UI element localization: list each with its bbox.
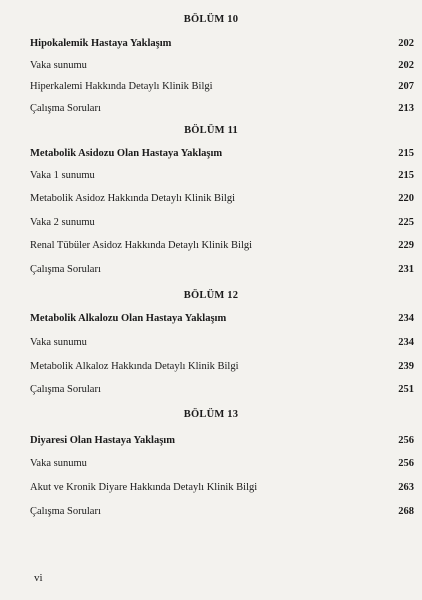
toc-entry: [30, 38, 414, 54]
entry-page-number: 215: [398, 148, 414, 159]
entry-page-number: 220: [398, 193, 414, 204]
entry-page-number: 256: [398, 435, 414, 446]
entry-page-number: 202: [398, 38, 414, 49]
entry-page-number: 225: [398, 217, 414, 228]
chapter-heading: BÖLÜM 13: [183, 409, 239, 420]
toc-entry: [30, 217, 414, 233]
entry-title: Renal Tübüler Asidoz Hakkında Detaylı Klinik Bilgi: [30, 240, 253, 251]
entry-title: Diyaresi Olan Hastaya Yaklaşım: [30, 435, 175, 446]
chapter-heading: BÖLÜM 12: [183, 290, 239, 301]
entry-title: Hipokalemik Hastaya Yaklaşım: [30, 38, 172, 49]
entry-page-number: 256: [398, 458, 414, 469]
entry-title: Vaka sunumu: [30, 458, 87, 469]
entry-page-number: 251: [398, 384, 414, 395]
entry-page-number: 215: [398, 170, 414, 181]
toc-entry: [30, 240, 414, 256]
entry-title: Vaka sunumu: [30, 60, 87, 71]
entry-page-number: 239: [398, 361, 414, 372]
toc-entry: [30, 384, 414, 400]
entry-page-number: 229: [398, 240, 414, 251]
entry-title: Vaka 2 sunumu: [30, 217, 95, 228]
entry-title: Metabolik Asidozu Olan Hastaya Yaklaşım: [30, 148, 223, 159]
folio-page-number: vi: [34, 572, 43, 584]
toc-entry: [30, 458, 414, 474]
toc-entry: [30, 482, 414, 498]
toc-entry: [30, 337, 414, 353]
toc-entry: [30, 506, 414, 522]
toc-entry: [30, 148, 414, 164]
entry-title: Vaka sunumu: [30, 337, 87, 348]
entry-page-number: 202: [398, 60, 414, 71]
entry-page-number: 207: [398, 81, 414, 92]
entry-title: Metabolik Asidoz Hakkında Detaylı Klinik Bilgi: [30, 193, 236, 204]
chapter-heading: BÖLÜM 11: [184, 125, 238, 136]
toc-entry: [30, 193, 414, 209]
toc-entry: [30, 361, 414, 377]
entry-title: Çalışma Soruları: [30, 384, 101, 395]
toc-entry: [30, 60, 414, 76]
entry-page-number: 234: [398, 337, 414, 348]
entry-title: Metabolik Alkaloz Hakkında Detaylı Klinik Bilgi: [30, 361, 239, 372]
entry-title: Akut ve Kronik Diyare Hakkında Detaylı Klinik Bilgi: [30, 482, 258, 493]
entry-title: Hiperkalemi Hakkında Detaylı Klinik Bilgi: [30, 81, 213, 92]
toc-entry: [30, 81, 414, 97]
entry-page-number: 213: [398, 103, 414, 114]
entry-page-number: 231: [398, 264, 414, 275]
chapter-heading: BÖLÜM 10: [183, 14, 239, 25]
toc-entry: [30, 435, 414, 451]
toc-entry: [30, 103, 414, 119]
toc-entry: [30, 313, 414, 329]
entry-page-number: 268: [398, 506, 414, 517]
entry-title: Metabolik Alkalozu Olan Hastaya Yaklaşım: [30, 313, 227, 324]
entry-page-number: 234: [398, 313, 414, 324]
toc-entry: [30, 170, 414, 186]
entry-title: Vaka 1 sunumu: [30, 170, 95, 181]
toc-entry: [30, 264, 414, 280]
entry-title: Çalışma Soruları: [30, 264, 101, 275]
entry-title: Çalışma Soruları: [30, 103, 101, 114]
entry-page-number: 263: [398, 482, 414, 493]
entry-title: Çalışma Soruları: [30, 506, 101, 517]
